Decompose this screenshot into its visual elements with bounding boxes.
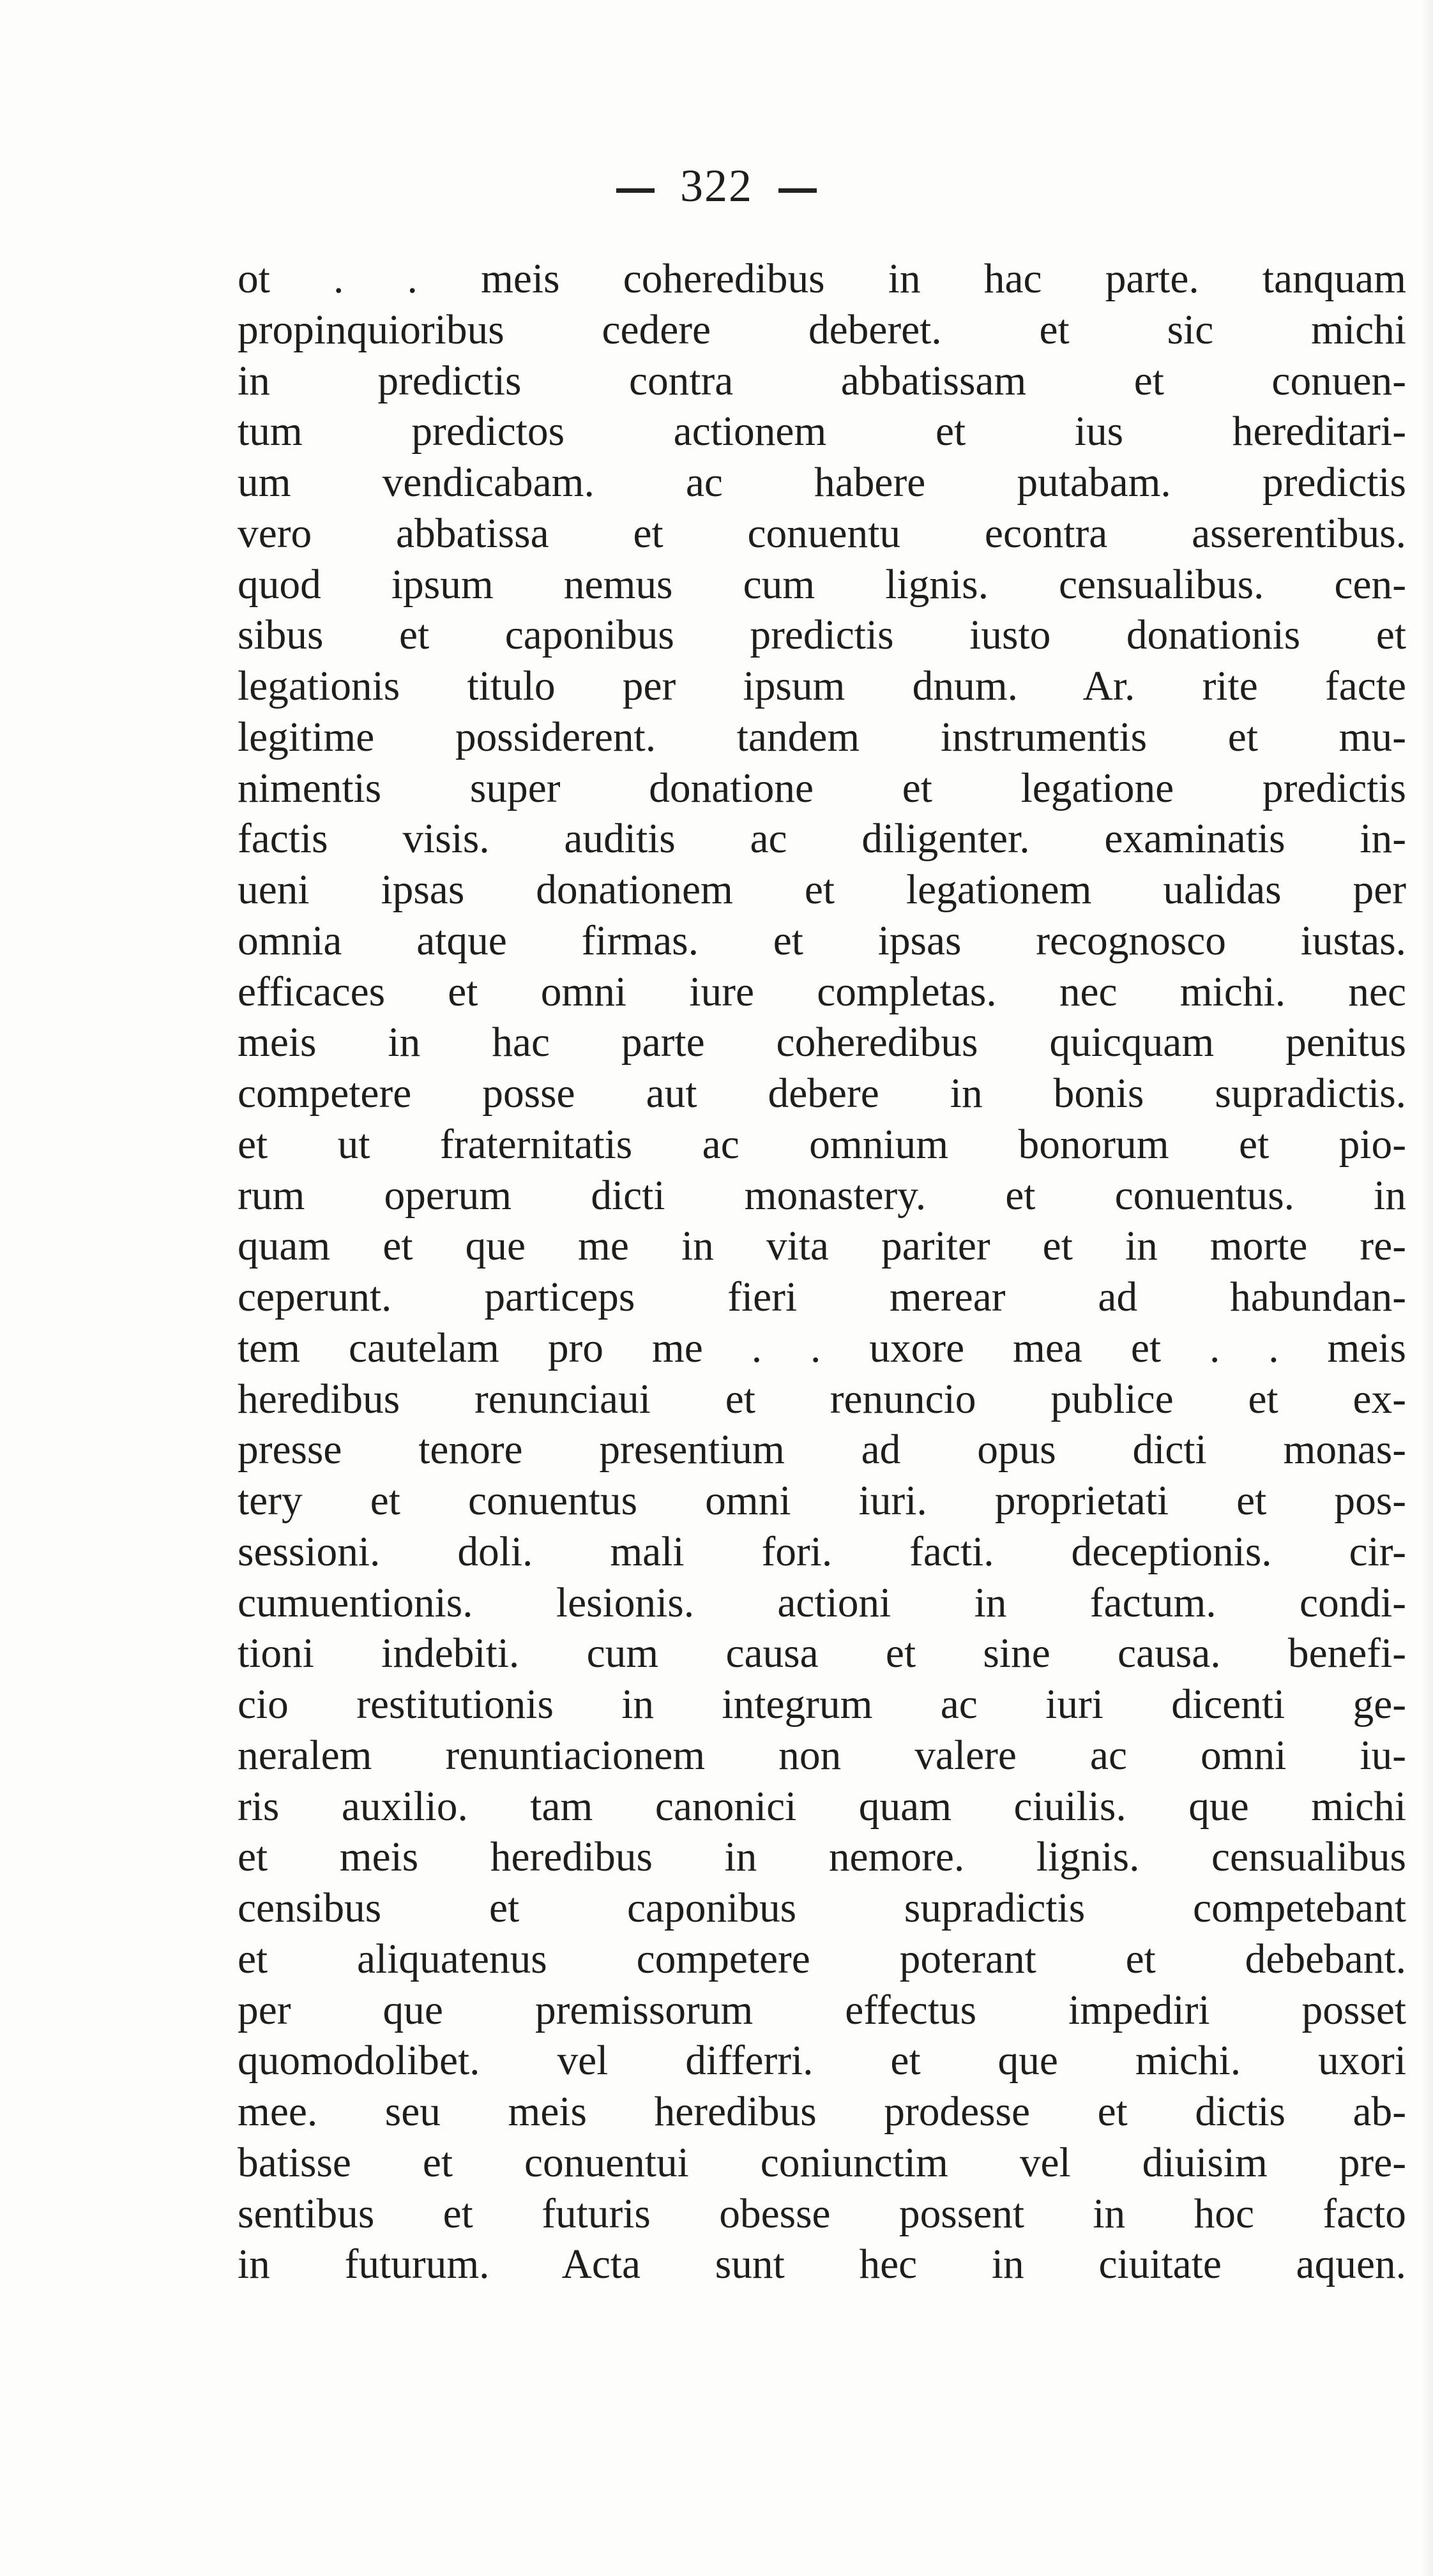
text-line: rum operum dicti monastery. et conuentus. in	[238, 1172, 1406, 1219]
text-line: cumuentionis. lesionis. actioni in factum. condi-	[238, 1579, 1406, 1626]
text-line: censibus et caponibus supradictis competebant	[238, 1885, 1406, 1931]
text-line: presse tenore presentium ad opus dicti monas-	[238, 1427, 1406, 1473]
text-line: ot . . meis coheredibus in hac parte. tanquam	[238, 256, 1406, 302]
text-line: quomodolibet. vel differri. et que michi. uxori	[238, 2038, 1406, 2084]
text-line: et ut fraternitatis ac omnium bonorum et pio-	[238, 1121, 1406, 1168]
text-line: cio restitutionis in integrum ac iuri dicenti ge-	[238, 1682, 1406, 1728]
text-line: ris auxilio. tam canonici quam ciuilis. que michi	[238, 1783, 1406, 1830]
text-line: tioni indebiti. cum causa et sine causa. benefi-	[238, 1631, 1406, 1677]
text-line: nimentis super donatione et legatione predictis	[238, 765, 1406, 811]
text-line: competere posse aut debere in bonis supradictis.	[238, 1071, 1406, 1117]
text-line: propinquioribus cedere deberet. et sic michi	[238, 306, 1406, 353]
header-dash-left	[616, 188, 655, 193]
text-line: sibus et caponibus predictis iusto donationis et	[238, 612, 1406, 659]
text-line: tem cautelam pro me . . uxore mea et . . meis	[238, 1325, 1406, 1371]
text-line: sentibus et futuris obesse possent in hoc facto	[238, 2190, 1406, 2237]
text-line: in predictis contra abbatissam et conuen-	[238, 358, 1406, 404]
scan-edge	[1422, 0, 1433, 2576]
text-line: in futurum. Acta sunt hec in ciuitate aquen.	[238, 2241, 1406, 2288]
text-line: neralem renuntiacionem non valere ac omni iu-	[238, 1732, 1406, 1779]
text-line: tum predictos actionem et ius hereditari-	[238, 409, 1406, 455]
page-header	[0, 160, 1433, 213]
text-line: et meis heredibus in nemore. lignis. censualibus	[238, 1834, 1406, 1881]
text-line: ueni ipsas donationem et legationem ualidas per	[238, 867, 1406, 913]
text-line: mee. seu meis heredibus prodesse et dictis ab-	[238, 2089, 1406, 2135]
text-line: per que premissorum effectus impediri posset	[238, 1987, 1406, 2033]
text-line: meis in hac parte coheredibus quicquam penitus	[238, 1020, 1406, 1066]
page-number: 322	[680, 160, 753, 211]
text-line: sessioni. doli. mali fori. facti. deceptionis. cir-	[238, 1528, 1406, 1575]
body-text	[238, 254, 1406, 2291]
text-line: quam et que me in vita pariter et in morte re-	[238, 1223, 1406, 1270]
text-line: ceperunt. particeps fieri merear ad habundan-	[238, 1274, 1406, 1320]
text-line: efficaces et omni iure completas. nec michi. nec	[238, 968, 1406, 1015]
text-line: um vendicabam. ac habere putabam. predictis	[238, 460, 1406, 506]
text-line: heredibus renunciaui et renuncio publice et ex-	[238, 1376, 1406, 1422]
text-line: batisse et conuentui coniunctim vel diuisim pre-	[238, 2139, 1406, 2186]
text-line: factis visis. auditis ac diligenter. examinatis in-	[238, 816, 1406, 862]
header-dash-right	[778, 188, 817, 193]
text-line: et aliquatenus competere poterant et debebant.	[238, 1936, 1406, 1982]
text-line: legationis titulo per ipsum dnum. Ar. rite facte	[238, 663, 1406, 709]
text-line: legitime possiderent. tandem instrumentis et mu-	[238, 714, 1406, 760]
text-line: quod ipsum nemus cum lignis. censualibus. cen-	[238, 561, 1406, 608]
text-line: vero abbatissa et conuentu econtra asserentibus.	[238, 510, 1406, 557]
text-line: omnia atque firmas. et ipsas recognosco iustas.	[238, 917, 1406, 964]
text-line: tery et conuentus omni iuri. proprietati et pos-	[238, 1478, 1406, 1524]
